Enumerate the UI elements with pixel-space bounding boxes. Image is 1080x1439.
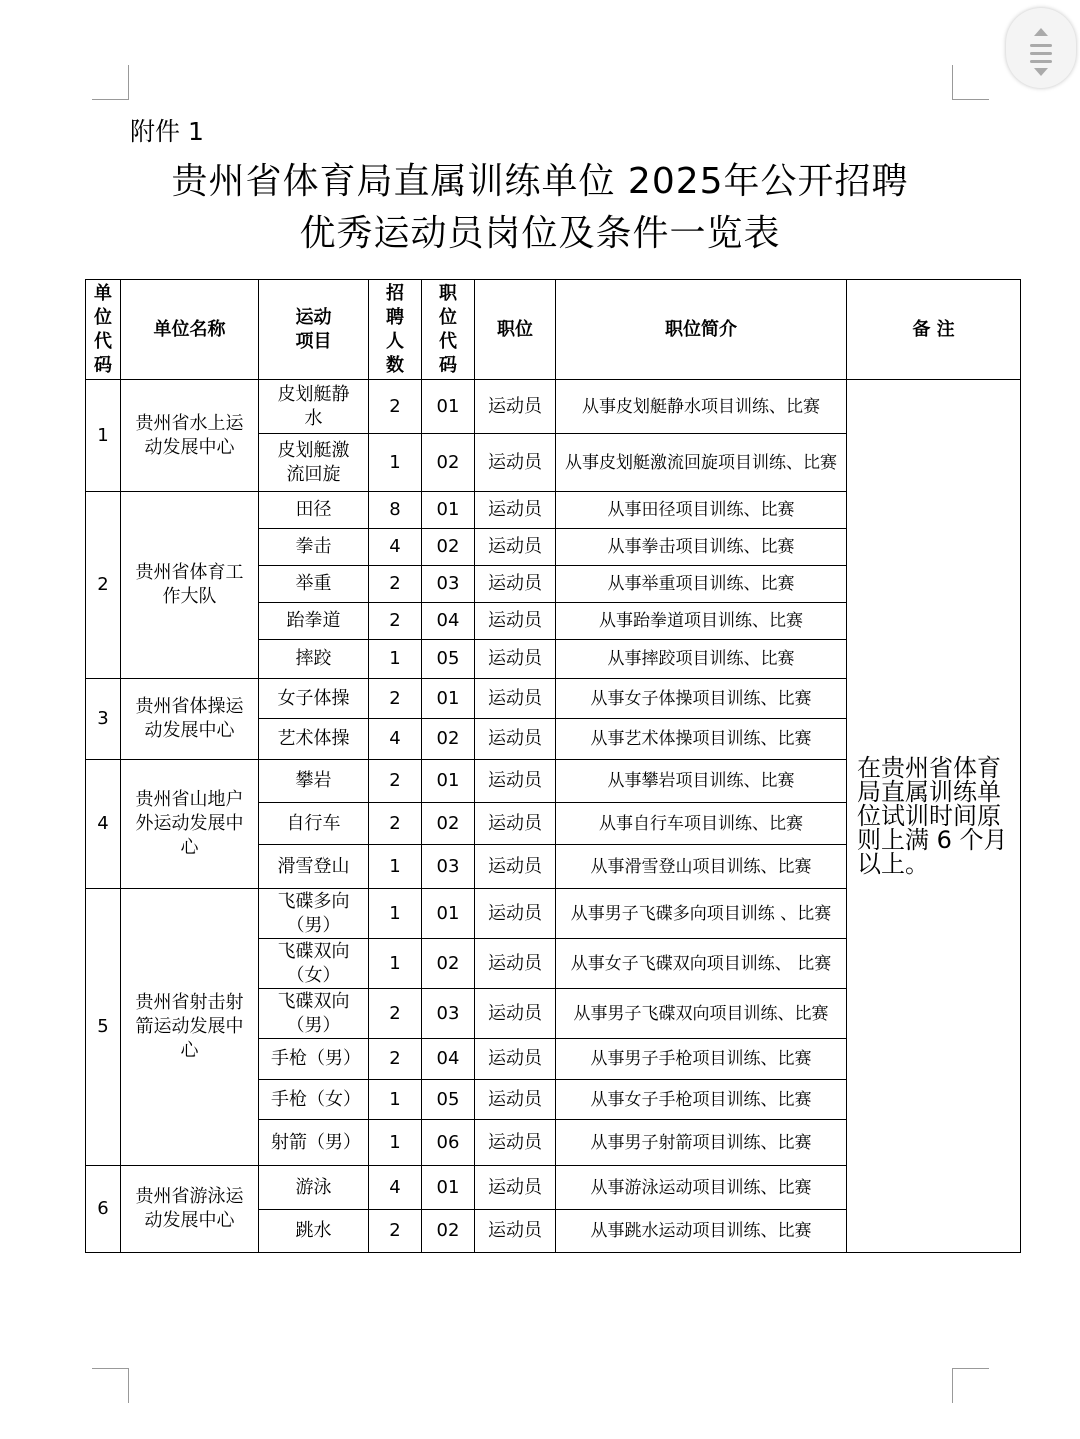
description-cell: 从事皮划艇激流回旋项目训练、比赛 bbox=[556, 434, 847, 492]
sport-cell: 摔跤 bbox=[259, 640, 369, 679]
sport-cell: 跆拳道 bbox=[259, 603, 369, 640]
position-code-cell: 01 bbox=[422, 492, 475, 529]
position-code-cell: 02 bbox=[422, 803, 475, 845]
count-cell: 2 bbox=[369, 566, 422, 603]
menu-icon-bar bbox=[1030, 60, 1052, 63]
attachment-label: 附件 1 bbox=[130, 117, 204, 146]
sport-cell: 手枪（男） bbox=[259, 1039, 369, 1080]
count-cell: 4 bbox=[369, 1166, 422, 1210]
position-cell: 运动员 bbox=[475, 603, 556, 640]
position-cell: 运动员 bbox=[475, 380, 556, 434]
position-cell: 运动员 bbox=[475, 529, 556, 566]
sport-cell: 拳击 bbox=[259, 529, 369, 566]
sport-cell: 飞碟多向（男） bbox=[259, 889, 369, 939]
sport-cell: 游泳 bbox=[259, 1166, 369, 1210]
description-cell: 从事男子手枪项目训练、比赛 bbox=[556, 1039, 847, 1080]
count-cell: 1 bbox=[369, 434, 422, 492]
header-position-code: 职位代码 bbox=[422, 280, 475, 380]
description-cell: 从事艺术体操项目训练、比赛 bbox=[556, 719, 847, 760]
description-cell: 从事男子射箭项目训练、比赛 bbox=[556, 1120, 847, 1166]
position-code-cell: 02 bbox=[422, 529, 475, 566]
header-remark: 备 注 bbox=[847, 280, 1021, 380]
position-code-cell: 02 bbox=[422, 1210, 475, 1253]
position-code-cell: 02 bbox=[422, 719, 475, 760]
sport-cell: 皮划艇静水 bbox=[259, 380, 369, 434]
description-cell: 从事自行车项目训练、比赛 bbox=[556, 803, 847, 845]
position-cell: 运动员 bbox=[475, 492, 556, 529]
position-cell: 运动员 bbox=[475, 845, 556, 889]
position-cell: 运动员 bbox=[475, 1166, 556, 1210]
header-row bbox=[86, 280, 1021, 380]
position-code-cell: 03 bbox=[422, 566, 475, 603]
description-cell: 从事拳击项目训练、比赛 bbox=[556, 529, 847, 566]
description-cell: 从事跆拳道项目训练、比赛 bbox=[556, 603, 847, 640]
crop-mark-bottom-left bbox=[92, 1368, 129, 1403]
sport-cell: 飞碟双向（女） bbox=[259, 939, 369, 989]
position-code-cell: 06 bbox=[422, 1120, 475, 1166]
position-cell: 运动员 bbox=[475, 640, 556, 679]
count-cell: 4 bbox=[369, 529, 422, 566]
header-position: 职位 bbox=[475, 280, 556, 380]
unit-name-cell: 贵州省水上运动发展中心 bbox=[121, 380, 259, 492]
position-cell: 运动员 bbox=[475, 1120, 556, 1166]
sport-cell: 攀岩 bbox=[259, 760, 369, 803]
chevron-down-icon bbox=[1034, 68, 1048, 76]
position-cell: 运动员 bbox=[475, 989, 556, 1039]
header-description: 职位简介 bbox=[556, 280, 847, 380]
menu-icon-bar bbox=[1030, 52, 1052, 55]
unit-name-cell: 贵州省体操运动发展中心 bbox=[121, 679, 259, 760]
count-cell: 2 bbox=[369, 803, 422, 845]
sport-cell: 艺术体操 bbox=[259, 719, 369, 760]
unit-name-cell: 贵州省游泳运动发展中心 bbox=[121, 1166, 259, 1253]
count-cell: 4 bbox=[369, 719, 422, 760]
count-cell: 8 bbox=[369, 492, 422, 529]
position-code-cell: 01 bbox=[422, 380, 475, 434]
header-unit-code: 单位代码 bbox=[86, 280, 121, 380]
count-cell: 1 bbox=[369, 845, 422, 889]
unit-code-cell: 6 bbox=[86, 1166, 121, 1253]
sport-cell: 滑雪登山 bbox=[259, 845, 369, 889]
unit-code-cell: 2 bbox=[86, 492, 121, 679]
description-cell: 从事跳水运动项目训练、比赛 bbox=[556, 1210, 847, 1253]
count-cell: 2 bbox=[369, 679, 422, 719]
position-code-cell: 03 bbox=[422, 989, 475, 1039]
sport-cell: 举重 bbox=[259, 566, 369, 603]
position-cell: 运动员 bbox=[475, 719, 556, 760]
count-cell: 1 bbox=[369, 1120, 422, 1166]
count-cell: 1 bbox=[369, 939, 422, 989]
position-cell: 运动员 bbox=[475, 939, 556, 989]
count-cell: 2 bbox=[369, 760, 422, 803]
position-cell: 运动员 bbox=[475, 803, 556, 845]
count-cell: 1 bbox=[369, 1080, 422, 1120]
description-cell: 从事皮划艇静水项目训练、比赛 bbox=[556, 380, 847, 434]
crop-mark-top-right bbox=[952, 65, 989, 100]
position-code-cell: 02 bbox=[422, 939, 475, 989]
position-code-cell: 01 bbox=[422, 1166, 475, 1210]
count-cell: 1 bbox=[369, 889, 422, 939]
description-cell: 从事摔跤项目训练、比赛 bbox=[556, 640, 847, 679]
unit-code-cell: 3 bbox=[86, 679, 121, 760]
sport-cell: 跳水 bbox=[259, 1210, 369, 1253]
sport-cell: 田径 bbox=[259, 492, 369, 529]
position-cell: 运动员 bbox=[475, 760, 556, 803]
header-unit-name: 单位名称 bbox=[121, 280, 259, 380]
unit-code-cell: 4 bbox=[86, 760, 121, 889]
description-cell: 从事男子飞碟双向项目训练、比赛 bbox=[556, 989, 847, 1039]
description-cell: 从事女子手枪项目训练、比赛 bbox=[556, 1080, 847, 1120]
position-code-cell: 05 bbox=[422, 640, 475, 679]
position-cell: 运动员 bbox=[475, 434, 556, 492]
position-cell: 运动员 bbox=[475, 566, 556, 603]
position-code-cell: 03 bbox=[422, 845, 475, 889]
menu-icon bbox=[1030, 44, 1052, 47]
description-cell: 从事举重项目训练、比赛 bbox=[556, 566, 847, 603]
unit-name-cell: 贵州省山地户外运动发展中心 bbox=[121, 760, 259, 889]
description-cell: 从事男子飞碟多向项目训练 、比赛 bbox=[556, 889, 847, 939]
sport-cell: 射箭（男） bbox=[259, 1120, 369, 1166]
description-cell: 从事女子体操项目训练、比赛 bbox=[556, 679, 847, 719]
position-code-cell: 02 bbox=[422, 434, 475, 492]
chevron-up-icon bbox=[1034, 28, 1048, 36]
header-count: 招聘人数 bbox=[369, 280, 422, 380]
description-cell: 从事游泳运动项目训练、比赛 bbox=[556, 1166, 847, 1210]
position-code-cell: 01 bbox=[422, 760, 475, 803]
position-cell: 运动员 bbox=[475, 679, 556, 719]
position-code-cell: 04 bbox=[422, 603, 475, 640]
unit-name-cell: 贵州省射击射箭运动发展中心 bbox=[121, 889, 259, 1166]
remark-cell: 在贵州省体育局直属训练单位试训时间原则上满 6 个月以上。 bbox=[847, 380, 1021, 1253]
page-title-line-1: 贵州省体育局直属训练单位 2025年公开招聘 bbox=[171, 161, 909, 202]
recruitment-table bbox=[85, 279, 1021, 1253]
count-cell: 2 bbox=[369, 603, 422, 640]
position-cell: 运动员 bbox=[475, 889, 556, 939]
position-code-cell: 05 bbox=[422, 1080, 475, 1120]
unit-name-cell: 贵州省体育工作大队 bbox=[121, 492, 259, 679]
unit-code-cell: 5 bbox=[86, 889, 121, 1166]
sport-cell: 手枪（女） bbox=[259, 1080, 369, 1120]
page-title-line-2: 优秀运动员岗位及条件一览表 bbox=[299, 213, 781, 254]
count-cell: 2 bbox=[369, 989, 422, 1039]
sport-cell: 皮划艇激流回旋 bbox=[259, 434, 369, 492]
sport-cell: 自行车 bbox=[259, 803, 369, 845]
position-cell: 运动员 bbox=[475, 1080, 556, 1120]
sport-cell: 女子体操 bbox=[259, 679, 369, 719]
position-code-cell: 04 bbox=[422, 1039, 475, 1080]
description-cell: 从事攀岩项目训练、比赛 bbox=[556, 760, 847, 803]
position-code-cell: 01 bbox=[422, 679, 475, 719]
count-cell: 2 bbox=[369, 1210, 422, 1253]
header-sport: 运动项目 bbox=[259, 280, 369, 380]
description-cell: 从事田径项目训练、比赛 bbox=[556, 492, 847, 529]
count-cell: 2 bbox=[369, 1039, 422, 1080]
position-cell: 运动员 bbox=[475, 1039, 556, 1080]
crop-mark-top-left bbox=[92, 65, 129, 100]
sport-cell: 飞碟双向（男） bbox=[259, 989, 369, 1039]
unit-code-cell: 1 bbox=[86, 380, 121, 492]
position-code-cell: 01 bbox=[422, 889, 475, 939]
count-cell: 1 bbox=[369, 640, 422, 679]
description-cell: 从事女子飞碟双向项目训练、 比赛 bbox=[556, 939, 847, 989]
count-cell: 2 bbox=[369, 380, 422, 434]
description-cell: 从事滑雪登山项目训练、比赛 bbox=[556, 845, 847, 889]
crop-mark-bottom-right bbox=[952, 1368, 989, 1403]
table-row bbox=[86, 380, 1021, 434]
floating-menu-button[interactable] bbox=[1006, 8, 1076, 88]
position-cell: 运动员 bbox=[475, 1210, 556, 1253]
